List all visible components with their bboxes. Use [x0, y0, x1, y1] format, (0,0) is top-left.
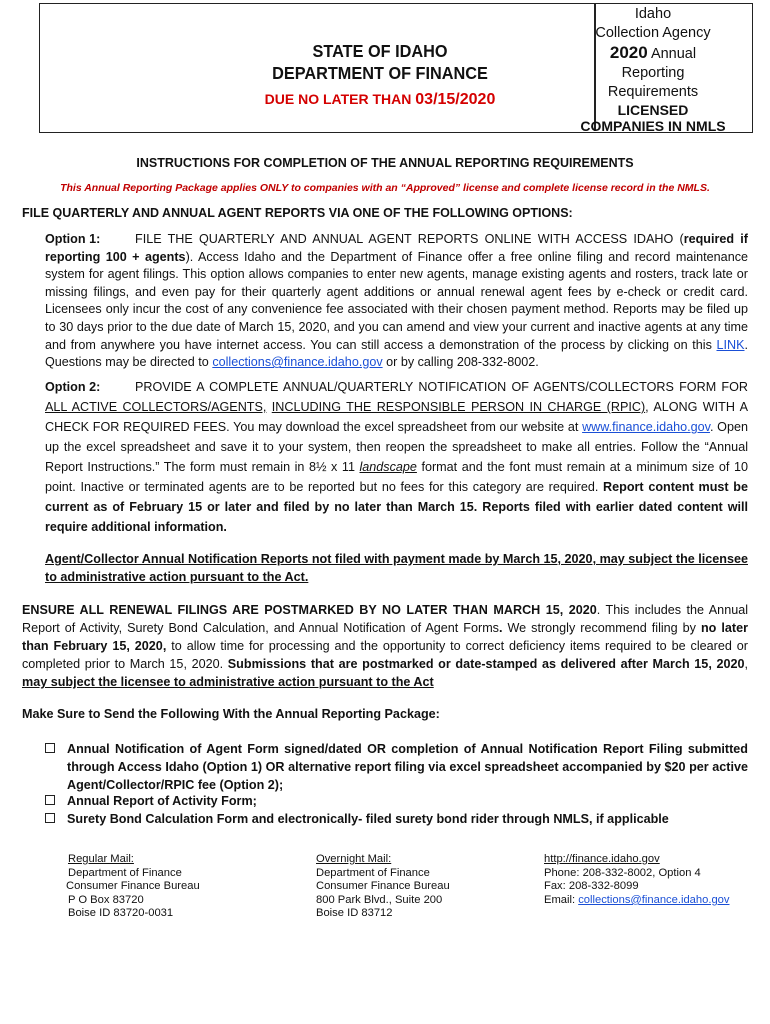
- fax-number: Fax: 208-332-8099: [544, 880, 639, 893]
- contact-info: http://finance.idaho.gov Phone: 208-332-8002, Option 4 Fax: 208-332-8099 Email: collections@finance.idaho.gov: [544, 853, 730, 906]
- option-2-label: Option 2:: [45, 380, 101, 394]
- option-1-label: Option 1:: [45, 232, 101, 246]
- due-date: 03/15/2020: [415, 91, 496, 108]
- contact-email-link[interactable]: collections@finance.idaho.gov: [578, 893, 730, 906]
- applies-note: This Annual Reporting Package applies ONLY to companies with an “Approved” license and complete license record in the NMLS.: [60, 182, 710, 194]
- instructions-title: INSTRUCTIONS FOR COMPLETION OF THE ANNUAL REPORTING REQUIREMENTS: [136, 156, 634, 170]
- checklist-item: Surety Bond Calculation Form and electronically- filed surety bond rider through NMLS, if applicable: [45, 810, 748, 828]
- ensure-filings-paragraph: ENSURE ALL RENEWAL FILINGS ARE POSTMARKED BY NO LATER THAN MARCH 15, 2020. This includes the Annual Report of Activity, Surety Bond Calculation, and Annual Notification of Agent Forms. We strongly recommend filing by no later than February 15, 2020, to allow time for processing and the opportunity to correct deficiency items required to be cleared or completed prior to March 15, 2020. Submissions that are postmarked or date-stamped as delivered after March 15, 2020, may subject the licensee to administrative action pursuant to the Act: [22, 603, 749, 689]
- report-type-box: Idaho Collection Agency 2020 Annual Reporting Requirements LICENSED COMPANIES IN NMLS: [580, 6, 726, 134]
- agent-notification-warning: Agent/Collector Annual Notification Reports not filed with payment made by March 15, 2020, may subject the licensee to administrative action pursuant to the Act.: [45, 552, 748, 584]
- department-name: DEPARTMENT OF FINANCE: [272, 63, 488, 83]
- phone-number: Phone: 208-332-8002, Option 4: [544, 866, 701, 879]
- option-1-paragraph: Option 1: FILE THE QUARTERLY AND ANNUAL AGENT REPORTS ONLINE WITH ACCESS IDAHO (required if reporting 100 + agents). Access Idaho and the Department of Finance offer a free online filing and record maintenance system for agent filings. This option allows companies to enter new agents, manage existing agents and rosters, track late or missing filings, and even pay for their quarterly agent additions or annual renewal agent fees by e-check or credit card. Licensees only incur the cost of any convenience fee associated with their chosen payment method. Reports may be filed up to 30 days prior to the due date of March 15, 2020, and you can amend and view your current and inactive agents at any time and from anywhere you have internet access. You can still access a demonstration of the process by clicking on this LINK. Questions may be directed to collections@finance.idaho.gov or by calling 208-332-8002.: [45, 232, 748, 370]
- overnight-mail-address: Overnight Mail: Department of Finance Consumer Finance Bureau 800 Park Blvd., Suite 200 Boise ID 83712: [316, 853, 450, 920]
- checkbox-icon[interactable]: [45, 743, 55, 753]
- state-name: STATE OF IDAHO: [312, 41, 448, 61]
- checklist-item: Annual Report of Activity Form;: [45, 792, 748, 810]
- regular-mail-address: Regular Mail: Department of Finance Consumer Finance Bureau P O Box 83720 Boise ID 83720-0031: [66, 853, 200, 920]
- report-year: 2020: [609, 43, 648, 62]
- checklist-item: Annual Notification of Agent Form signed/dated OR completion of Annual Notification Report Filing submitted through Access Idaho (Option 1) OR alternative report filing via excel spreadsheet accompanied by $20 per active Agent/Collector/RPIC fee (Option 2);: [45, 740, 748, 794]
- option-2-paragraph: Option 2: PROVIDE A COMPLETE ANNUAL/QUARTERLY NOTIFICATION OF AGENTS/COLLECTORS FORM FOR ALL ACTIVE COLLECTORS/AGENTS, INCLUDING THE RESPONSIBLE PERSON IN CHARGE (RPIC), ALONG WITH A CHECK FOR REQUIRED FEES. You may download the excel spreadsheet from our website at www.finance.idaho.gov. Open up the excel spreadsheet and save it to your system, then reopen the spreadsheet to make all entries. Follow the “Annual Report Instructions.” The form must remain in 8½ x 11 landscape format and the font must remain at a minimum size of 10 point. Inactive or terminated agents are to be reported but no fees for this category are required. Report content must be current as of February 15 or later and filed by no later than March 15. Reports filed with earlier dated content will require additional information.: [45, 377, 748, 537]
- due-date-line: DUE NO LATER THAN 03/15/2020: [264, 91, 496, 108]
- collections-email-link[interactable]: collections@finance.idaho.gov: [212, 355, 383, 370]
- file-options-heading: FILE QUARTERLY AND ANNUAL AGENT REPORTS VIA ONE OF THE FOLLOWING OPTIONS:: [22, 206, 573, 220]
- checkbox-icon[interactable]: [45, 795, 55, 805]
- page-title: [231, 40, 529, 84]
- checkbox-icon[interactable]: [45, 813, 55, 823]
- checklist-heading: Make Sure to Send the Following With the Annual Reporting Package:: [22, 707, 440, 721]
- demo-link[interactable]: LINK: [716, 337, 745, 352]
- finance-website-link[interactable]: www.finance.idaho.gov: [582, 420, 710, 434]
- website-link[interactable]: http://finance.idaho.gov: [544, 853, 660, 865]
